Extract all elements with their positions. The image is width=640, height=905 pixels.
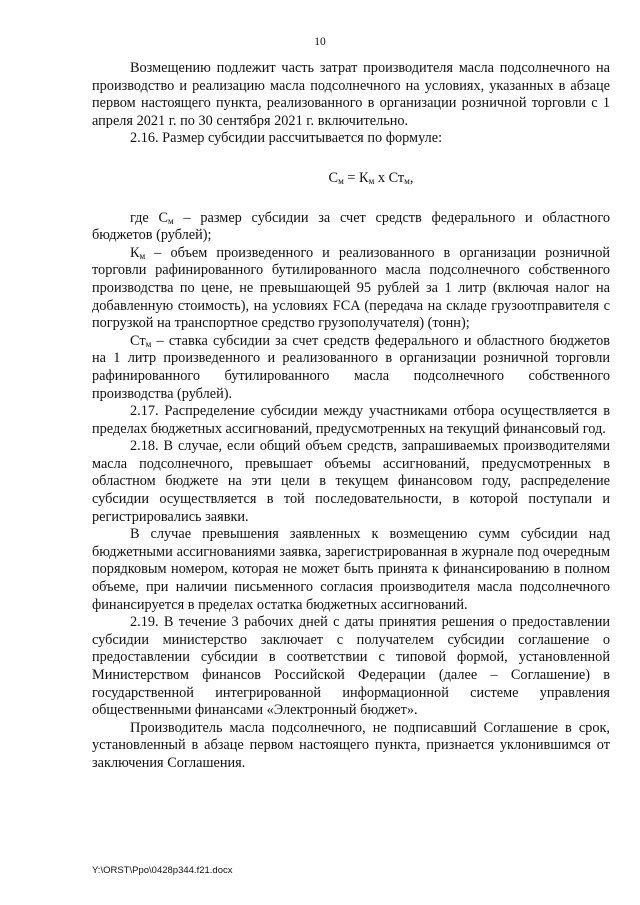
paragraph-2-16: 2.16. Размер субсидии рассчитывается по формуле:: [130, 130, 443, 147]
definition-km: $К_м$ – объем произведенного и реализованного в организации розничной торговли рафинированного бутилированного масла подсолнечного собственного производства по цене, не превышающей 95 рублей за 1 литр (включая налог на добавленную стоимость), на условиях FCA (передача на складе грузоотправителя с погрузкой на транспортное средство грузополучателя) (тонн);: [92, 244, 610, 332]
paragraph-excess-claims: В случае превышения заявленных к возмещению сумм субсидии над бюджетными ассигнованиями заявка, зарегистрированная в журнале под очередным порядковым номером, которая не может быть принята к финансированию в полном объеме, при наличии письменного согласия производителя масла подсолнечного финансируется в пределах остатка бюджетных ассигнований.: [92, 526, 610, 613]
paragraph-2-17: 2.17. Распределение субсидии между участниками отбора осуществляется в пределах бюджетных ассигнований, предусмотренных на текущий финансовый год.: [92, 403, 610, 437]
paragraph-non-signer: Производитель масла подсолнечного, не подписавший Соглашение в срок, установленный в абзаце первом настоящего пункта, признается уклонившимся от заключения Соглашения.: [92, 719, 610, 771]
paragraph-compensation-scope: Возмещению подлежит часть затрат производителя масла подсолнечного на производство и реализацию масла подсолнечного на условиях, указанных в абзаце первом настоящего пункта, реализованного в организации розничной торговли с 1 апреля 2021 г. по 30 сентября 2021 г. включительно.: [92, 60, 610, 129]
definition-stm: $Ст_м$ – ставка субсидии за счет средств федерального и областного бюджетов на 1 литр произведенного и реализованного в организации розничной торговли рафинированного бутилированного масла подсолнечного собственного производства (рублей).: [92, 332, 610, 402]
definition-cm: где $С_м$ – размер субсидии за счет средств федерального и областного бюджетов (рублей);: [92, 209, 610, 244]
document-body: [92, 60, 610, 773]
paragraph-2-19: 2.19. В течение 3 рабочих дней с даты принятия решения о предоставлении субсидии министерство заключает с получателем субсидии соглашение о предоставлении субсидии в соответствии с типовой формой, установленной Министерством финансов Российской Федерации (далее – Соглашение) в государственной интегрированной информационной системе управления общественными финансами «Электронный бюджет».: [92, 614, 610, 719]
page-number: 10: [314, 36, 326, 48]
footer-file-path: Y:\ORST\Ppo\0428p344.f21.docx: [92, 865, 233, 876]
subsidy-formula: $С_м = К_м$ х $Ст_м$,: [328, 169, 414, 186]
paragraph-2-18: 2.18. В случае, если общий объем средств, запрашиваемых производителями масла подсолнечного, превышает объемы ассигнований, предусмотренных в областном бюджете на эти цели в текущем финансовом году, распределение субсидии осуществляется в той последовательности, в которой поступали и регистрировались заявки.: [92, 438, 610, 525]
